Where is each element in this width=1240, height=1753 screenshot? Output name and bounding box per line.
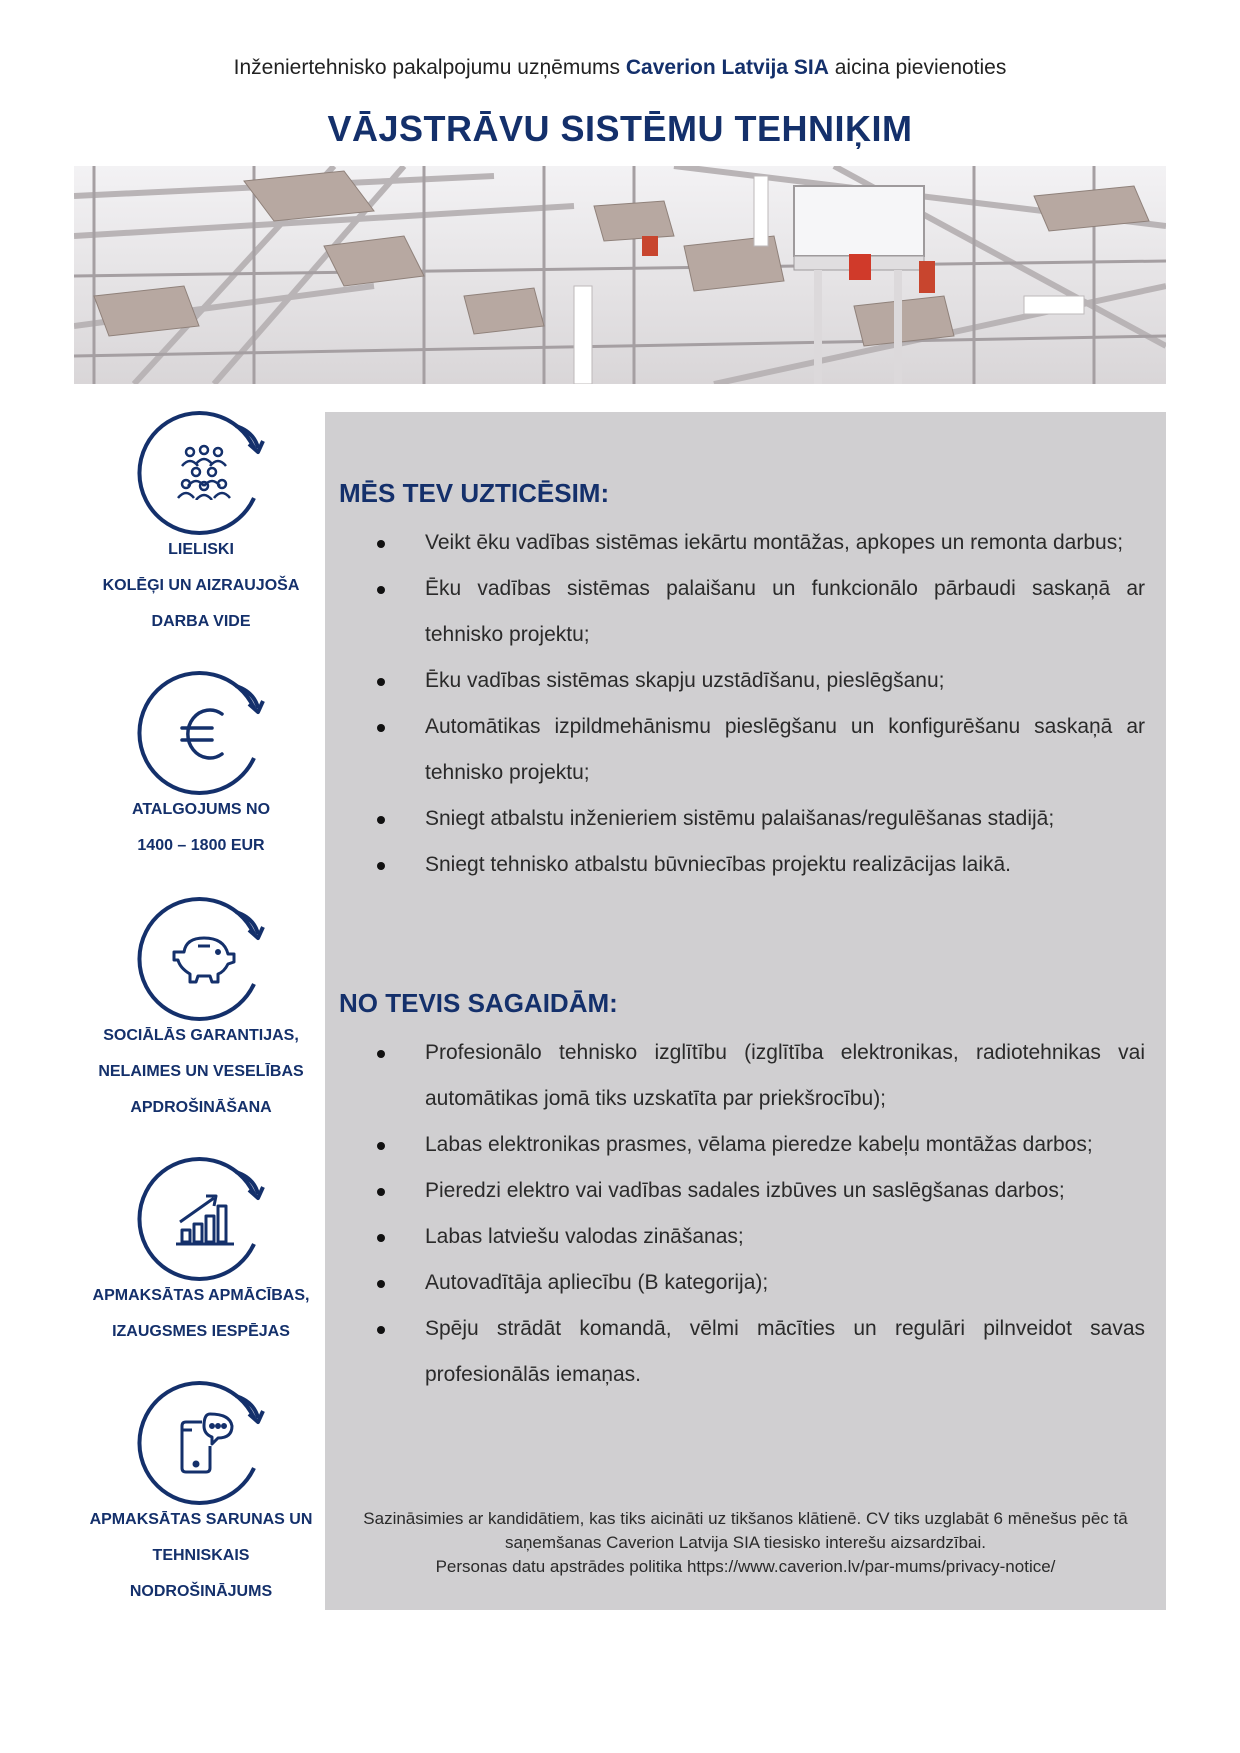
bullet-icon — [377, 1326, 385, 1334]
benefit-label — [74, 1278, 328, 1350]
benefit-label — [74, 532, 328, 640]
list-item — [365, 1122, 1145, 1168]
list-item-text: Ēku vadības sistēmas skapju uzstādīšanu, pieslēgšanu; — [425, 669, 945, 692]
benefit-label — [74, 1502, 328, 1610]
list-item — [365, 704, 1145, 796]
benefit-label-line: TEHNISKAIS — [152, 1547, 250, 1564]
footnote-line: Sazināsimies ar kandidātiem, kas tiks aicināti uz tikšanos klātienē. CV tiks uzglabāt 6 mēnešus pēc tā — [363, 1509, 1128, 1528]
bullet-icon — [377, 724, 385, 732]
list-item — [365, 1030, 1145, 1122]
list-item — [365, 1306, 1145, 1398]
list-item-text: Automātikas izpildmehānismu pieslēgšanu un konfigurēšanu saskaņā ar tehnisko projektu; — [425, 715, 1145, 784]
hero-image — [74, 166, 1166, 384]
benefit-label-line: APMAKSĀTAS SARUNAS UN — [89, 1511, 313, 1528]
benefit-label-line: KOLĒĢI UN AIZRAUJOŠA — [102, 577, 300, 594]
bullet-icon — [377, 1188, 385, 1196]
list-item-text: Spēju strādāt komandā, vēlmi mācīties un regulāri pilnveidot savas profesionālās iemaņas. — [425, 1317, 1145, 1386]
benefit-label-line: ATALGOJUMS NO — [131, 801, 271, 818]
benefit-label-line: NELAIMES UN VESELĪBAS — [98, 1063, 304, 1080]
list-item-text: Veikt ēku vadības sistēmas iekārtu montāžas, apkopes un remonta darbus; — [425, 531, 1124, 554]
intro-after: aicina pievienoties — [828, 56, 1007, 79]
benefit-label-line: LIELISKI — [168, 541, 234, 558]
list-item-text: Ēku vadības sistēmas palaišanu un funkcionālo pārbaudi saskaņā ar tehnisko projektu; — [425, 577, 1145, 646]
company-name: Caverion Latvija SIA — [625, 56, 829, 79]
list-item-text: Sniegt atbalstu inženieriem sistēmu palaišanas/regulēšanas stadijā; — [425, 807, 1055, 830]
list-item — [365, 842, 1145, 888]
benefit-label-line: APMAKSĀTAS APMĀCĪBAS, — [92, 1287, 310, 1304]
bullet-icon — [377, 862, 385, 870]
benefit-label-line: NODROŠINĀJUMS — [129, 1583, 273, 1600]
requirements-heading: NO TEVIS SAGAIDĀM: — [339, 988, 618, 1018]
growth-chart-icon — [174, 1188, 236, 1248]
piggy-bank-icon — [172, 932, 236, 984]
list-item — [365, 1168, 1145, 1214]
list-item-text: Labas latviešu valodas zināšanas; — [425, 1225, 744, 1248]
benefit-label-line: APDROŠINĀŠANA — [130, 1099, 272, 1116]
list-item — [365, 796, 1145, 842]
duties-heading: MĒS TEV UZTICĒSIM: — [339, 478, 610, 508]
list-item-text: Profesionālo tehnisko izglītību (izglītība elektronikas, radiotehnikas vai automātikas jomā tiks uzskatīta par priekšrocību); — [425, 1041, 1145, 1110]
intro-text — [0, 56, 1240, 80]
benefit-label-line: 1400 – 1800 EUR — [137, 837, 265, 854]
bullet-icon — [377, 1142, 385, 1150]
phone-chat-icon — [178, 1410, 238, 1474]
people-group-icon — [176, 444, 232, 500]
privacy-policy-link[interactable]: Personas datu apstrādes politika https://www.caverion.lv/par-mums/privacy-notice/ — [435, 1557, 1056, 1576]
benefit-label — [74, 792, 328, 864]
bullet-icon — [377, 586, 385, 594]
list-item-text: Labas elektronikas prasmes, vēlama pieredze kabeļu montāžas darbos; — [425, 1133, 1093, 1156]
list-item — [365, 566, 1145, 658]
bullet-icon — [377, 1280, 385, 1288]
job-details-panel — [325, 412, 1166, 1610]
privacy-footnote — [325, 1507, 1166, 1579]
list-item — [365, 520, 1145, 566]
requirements-list — [365, 1030, 1145, 1398]
list-item — [365, 1214, 1145, 1260]
bullet-icon — [377, 678, 385, 686]
benefit-label-line: DARBA VIDE — [151, 613, 251, 630]
bullet-icon — [377, 1050, 385, 1058]
benefit-label — [74, 1018, 328, 1126]
list-item-text: Pieredzi elektro vai vadības sadales izbūves un saslēgšanas darbos; — [425, 1179, 1065, 1202]
list-item-text: Sniegt tehnisko atbalstu būvniecības projektu realizācijas laikā. — [425, 853, 1012, 876]
footnote-line: saņemšanas Caverion Latvija SIA tiesisko interešu aizsardzībai. — [505, 1533, 986, 1552]
bullet-icon — [377, 1234, 385, 1242]
benefit-label-line: SOCIĀLĀS GARANTIJAS, — [103, 1027, 299, 1044]
intro-before: Inženiertehnisko pakalpojumu uzņēmums — [233, 56, 626, 79]
list-item — [365, 658, 1145, 704]
duties-list — [365, 520, 1145, 888]
euro-icon — [178, 704, 230, 764]
bullet-icon — [377, 816, 385, 824]
page-title: VĀJSTRĀVU SISTĒMU TEHNIĶIM — [327, 108, 913, 149]
benefit-label-line: IZAUGSMES IESPĒJAS — [112, 1323, 290, 1340]
bullet-icon — [377, 540, 385, 548]
list-item — [365, 1260, 1145, 1306]
list-item-text: Autovadītāja apliecību (B kategorija); — [425, 1271, 769, 1294]
